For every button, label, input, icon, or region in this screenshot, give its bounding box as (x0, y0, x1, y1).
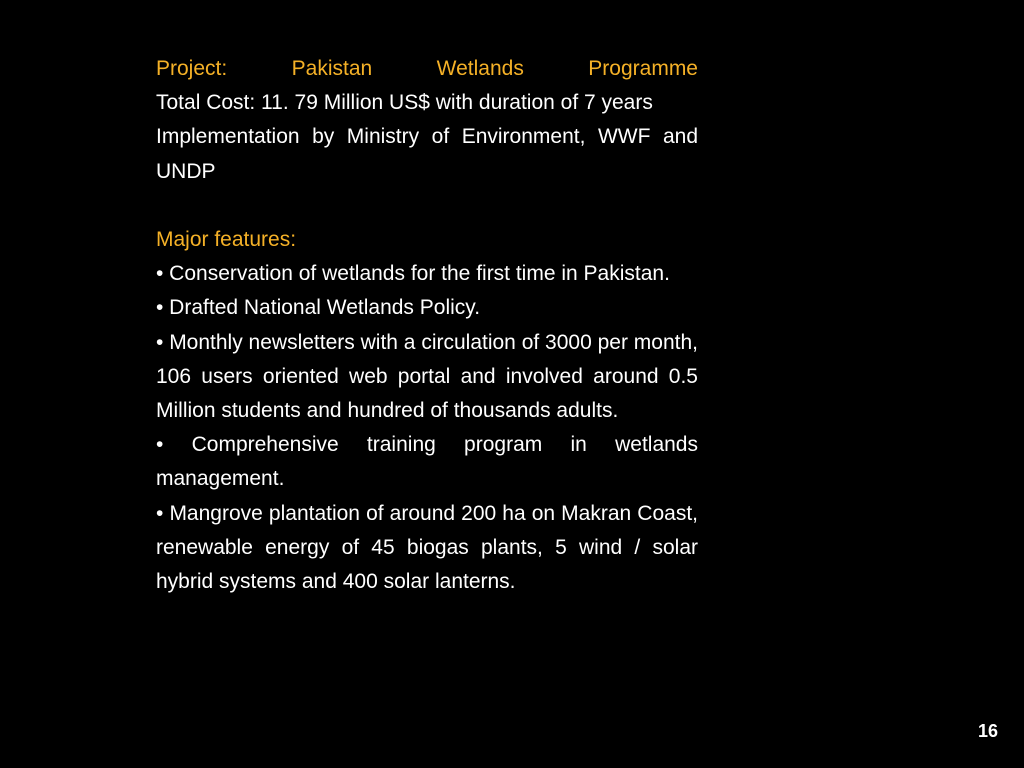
total-cost-text: Total Cost: 11. 79 Million US$ with duration of 7 years (156, 91, 653, 115)
features-heading: Major features: (156, 228, 297, 251)
feature-item: • Comprehensive training program in wetlands management. (156, 433, 698, 491)
implementation-text: Implementation by Ministry of Environment, WWF and UNDP (156, 125, 698, 183)
feature-item: • Monthly newsletters with a circulation of 3000 per month, 106 users oriented web portal and involved around 0.5 Million students and hundred of thousands adults. (156, 330, 698, 423)
spacer (156, 189, 698, 223)
page-number: 16 (977, 721, 998, 741)
slide-body (156, 52, 698, 599)
feature-item: • Conservation of wetlands for the first time in Pakistan. (156, 262, 670, 286)
project-title: Project: Pakistan Wetlands Programme (156, 57, 698, 80)
feature-item: • Mangrove plantation of around 200 ha on Makran Coast, renewable energy of 45 biogas plants, 5 wind / solar hybrid systems and 400 solar lanterns. (156, 501, 698, 594)
feature-item: • Drafted National Wetlands Policy. (156, 296, 481, 320)
